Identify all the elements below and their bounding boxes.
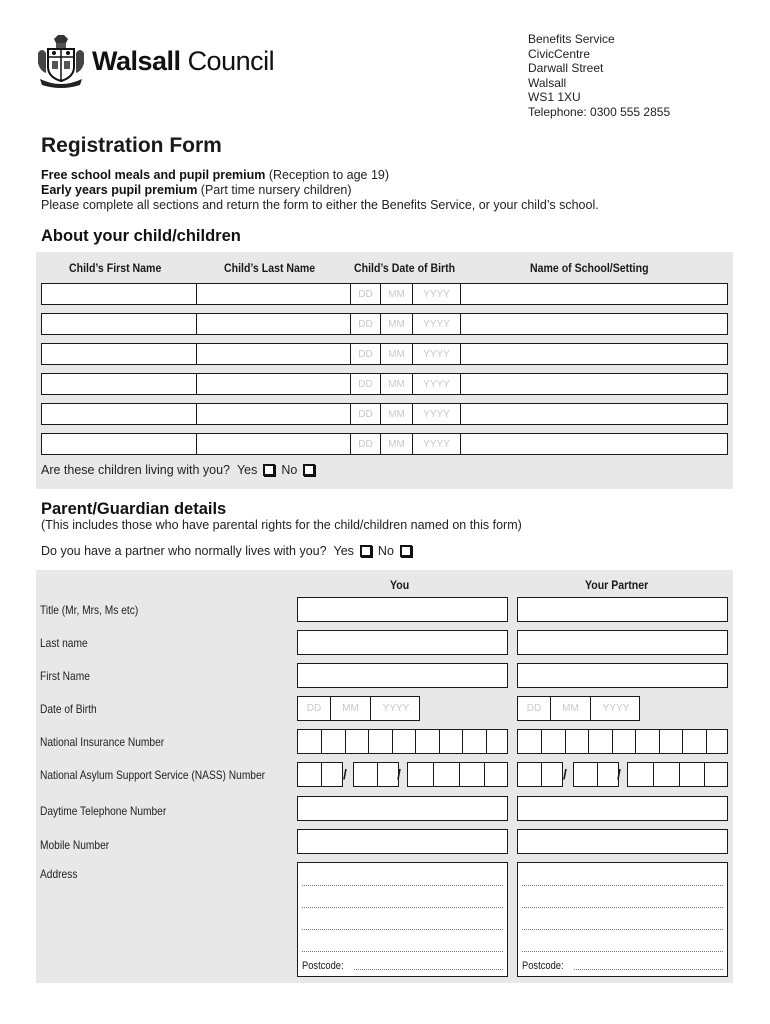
- ni-cell-divider: [635, 730, 636, 753]
- label-mobile: Mobile Number: [40, 838, 110, 852]
- date-part-placeholder[interactable]: DD: [351, 344, 381, 364]
- label-nass-number: National Asylum Support Service (NASS) Number: [40, 768, 266, 782]
- ni-cell-divider: [541, 730, 542, 753]
- ni-cell-divider: [462, 730, 463, 753]
- partner-title-input[interactable]: [517, 597, 728, 622]
- ni-cell-divider: [345, 730, 346, 753]
- address-line: [302, 885, 503, 886]
- form-intro: Free school meals and pupil premium (Reception to age 19) Early years pupil premium (Part time nursery children) Please complete all sections and return the form to either the Benefits Service, or your child’s school.: [41, 168, 599, 212]
- child-dob-input[interactable]: [350, 433, 461, 455]
- child-first-name-input[interactable]: [41, 343, 197, 365]
- ni-cell-divider: [612, 730, 613, 753]
- nass-group[interactable]: [573, 762, 619, 787]
- date-part-placeholder[interactable]: DD: [351, 374, 381, 394]
- address-line: Walsall: [528, 75, 567, 90]
- date-part-placeholder[interactable]: MM: [381, 344, 413, 364]
- you-mobile-input[interactable]: [297, 829, 508, 854]
- address-line: WS1 1XU: [528, 90, 581, 105]
- col-first-name: Child’s First Name: [69, 261, 162, 275]
- child-school-input[interactable]: [460, 283, 728, 305]
- you-last-name-input[interactable]: [297, 630, 508, 655]
- postcode-line[interactable]: [354, 969, 503, 970]
- nass-slash: /: [617, 766, 621, 782]
- you-first-name-input[interactable]: [297, 663, 508, 688]
- date-part-placeholder[interactable]: DD: [518, 697, 551, 720]
- child-last-name-input[interactable]: [196, 433, 351, 455]
- child-dob-input[interactable]: [350, 403, 461, 425]
- child-dob-input[interactable]: [350, 283, 461, 305]
- date-part-placeholder[interactable]: YYYY: [423, 378, 450, 390]
- postcode-label: Postcode:: [522, 960, 564, 972]
- address-line: Darwall Street: [528, 61, 604, 76]
- date-part-placeholder[interactable]: DD: [351, 404, 381, 424]
- partner-nass-number-input[interactable]: [517, 762, 728, 787]
- walsall-council-logo: [34, 33, 274, 89]
- ni-cell-divider: [415, 730, 416, 753]
- ni-cell-divider: [565, 730, 566, 753]
- nass-cell-divider: [484, 763, 485, 786]
- label-daytime-phone: Daytime Telephone Number: [40, 804, 167, 818]
- you-daytime-phone-input[interactable]: [297, 796, 508, 821]
- address-line: [522, 951, 723, 952]
- living-yes-checkbox[interactable]: [263, 464, 275, 476]
- nass-cell-divider: [321, 763, 322, 786]
- partner-daytime-phone-input[interactable]: [517, 796, 728, 821]
- nass-group[interactable]: [407, 762, 508, 787]
- coat-of-arms-icon: [34, 33, 88, 89]
- col-last-name: Child’s Last Name: [224, 261, 316, 275]
- child-dob-input[interactable]: [350, 343, 461, 365]
- logo-wordmark: Walsall Council: [92, 45, 275, 76]
- date-part-placeholder[interactable]: DD: [351, 314, 381, 334]
- postcode-line[interactable]: [574, 969, 723, 970]
- partner-mobile-input[interactable]: [517, 829, 728, 854]
- date-part-placeholder[interactable]: YYYY: [423, 318, 450, 330]
- nass-cell-divider: [459, 763, 460, 786]
- label-date-of-birth: Date of Birth: [40, 702, 97, 716]
- nass-slash: /: [343, 766, 347, 782]
- child-last-name-input[interactable]: [196, 283, 351, 305]
- date-part-placeholder[interactable]: YYYY: [423, 438, 450, 450]
- ni-cell-divider: [321, 730, 322, 753]
- child-first-name-input[interactable]: [41, 433, 197, 455]
- nass-group[interactable]: [353, 762, 399, 787]
- you-nass-number-input[interactable]: [297, 762, 508, 787]
- address-line: [302, 951, 503, 952]
- label-first-name: First Name: [40, 669, 90, 683]
- child-last-name-input[interactable]: [196, 373, 351, 395]
- address-line: [302, 929, 503, 930]
- address-line: [522, 885, 723, 886]
- nass-cell-divider: [433, 763, 434, 786]
- children-section-heading: About your child/children: [41, 227, 241, 245]
- label-title: Title (Mr, Mrs, Ms etc): [40, 603, 139, 617]
- nass-group[interactable]: [517, 762, 563, 787]
- partner-address-input[interactable]: [517, 862, 728, 977]
- nass-slash: /: [397, 766, 401, 782]
- child-school-input[interactable]: [460, 343, 728, 365]
- date-part-placeholder[interactable]: YYYY: [602, 703, 630, 714]
- child-school-input[interactable]: [460, 403, 728, 425]
- child-dob-input[interactable]: [350, 313, 461, 335]
- address-line: [522, 907, 723, 908]
- date-part-placeholder[interactable]: MM: [331, 697, 371, 720]
- child-dob-input[interactable]: [350, 373, 461, 395]
- col-you: You: [390, 578, 410, 592]
- child-first-name-input[interactable]: [41, 373, 197, 395]
- partner-dob-input[interactable]: [517, 696, 640, 721]
- nass-cell-divider: [653, 763, 654, 786]
- child-last-name-input[interactable]: [196, 343, 351, 365]
- date-part-placeholder[interactable]: DD: [351, 434, 381, 454]
- nass-cell-divider: [377, 763, 378, 786]
- you-address-input[interactable]: [297, 862, 508, 977]
- child-school-input[interactable]: [460, 313, 728, 335]
- child-school-input[interactable]: [460, 373, 728, 395]
- address-line: Telephone: 0300 555 2855: [528, 104, 671, 119]
- date-part-placeholder[interactable]: DD: [351, 284, 381, 304]
- partner-last-name-input[interactable]: [517, 630, 728, 655]
- date-part-placeholder[interactable]: MM: [381, 404, 413, 424]
- child-first-name-input[interactable]: [41, 403, 197, 425]
- date-part-placeholder[interactable]: DD: [298, 697, 331, 720]
- address-line: Benefits Service: [528, 32, 615, 46]
- address-line: [522, 929, 723, 930]
- date-part-placeholder[interactable]: YYYY: [423, 408, 450, 420]
- address-line: [302, 907, 503, 908]
- label-last-name: Last name: [40, 636, 88, 650]
- office-address: [528, 32, 670, 120]
- you-dob-input[interactable]: [297, 696, 420, 721]
- date-part-placeholder[interactable]: YYYY: [382, 703, 410, 714]
- living-with-you-question: Are these children living with you? Yes No: [41, 463, 321, 477]
- label-ni-number: National Insurance Number: [40, 735, 165, 749]
- nass-cell-divider: [597, 763, 598, 786]
- child-last-name-input[interactable]: [196, 403, 351, 425]
- col-school: Name of School/Setting: [530, 261, 649, 275]
- nass-cell-divider: [541, 763, 542, 786]
- col-your-partner: Your Partner: [585, 578, 649, 592]
- ni-cell-divider: [486, 730, 487, 753]
- date-part-placeholder[interactable]: MM: [381, 434, 413, 454]
- ni-cell-divider: [706, 730, 707, 753]
- postcode-label: Postcode:: [302, 960, 344, 972]
- nass-cell-divider: [679, 763, 680, 786]
- living-no-checkbox[interactable]: [303, 464, 315, 476]
- child-last-name-input[interactable]: [196, 313, 351, 335]
- date-part-placeholder[interactable]: MM: [551, 697, 591, 720]
- partner-yes-checkbox[interactable]: [360, 545, 372, 557]
- label-address: Address: [40, 867, 78, 881]
- parent-section-subheading: (This includes those who have parental rights for the child/children named on this form): [41, 518, 522, 532]
- ni-cell-divider: [392, 730, 393, 753]
- nass-cell-divider: [704, 763, 705, 786]
- ni-cell-divider: [588, 730, 589, 753]
- date-part-placeholder[interactable]: MM: [381, 284, 413, 304]
- child-school-input[interactable]: [460, 433, 728, 455]
- date-part-placeholder[interactable]: MM: [381, 374, 413, 394]
- partner-no-checkbox[interactable]: [400, 545, 412, 557]
- nass-group[interactable]: [627, 762, 728, 787]
- ni-cell-divider: [659, 730, 660, 753]
- ni-cell-divider: [682, 730, 683, 753]
- col-date-of-birth: Child’s Date of Birth: [354, 261, 456, 275]
- you-ni-number-input[interactable]: [297, 729, 508, 754]
- child-first-name-input[interactable]: [41, 283, 197, 305]
- partner-question: Do you have a partner who normally lives with you? Yes No: [41, 544, 418, 558]
- partner-ni-number-input[interactable]: [517, 729, 728, 754]
- you-title-input[interactable]: [297, 597, 508, 622]
- nass-slash: /: [563, 766, 567, 782]
- form-title: Registration Form: [41, 134, 222, 157]
- child-first-name-input[interactable]: [41, 313, 197, 335]
- address-line: CivicCentre: [528, 46, 591, 61]
- date-part-placeholder[interactable]: YYYY: [423, 348, 450, 360]
- date-part-placeholder[interactable]: MM: [381, 314, 413, 334]
- partner-first-name-input[interactable]: [517, 663, 728, 688]
- ni-cell-divider: [439, 730, 440, 753]
- date-part-placeholder[interactable]: YYYY: [423, 288, 450, 300]
- parent-section-heading: Parent/Guardian details: [41, 500, 227, 518]
- ni-cell-divider: [368, 730, 369, 753]
- nass-group[interactable]: [297, 762, 343, 787]
